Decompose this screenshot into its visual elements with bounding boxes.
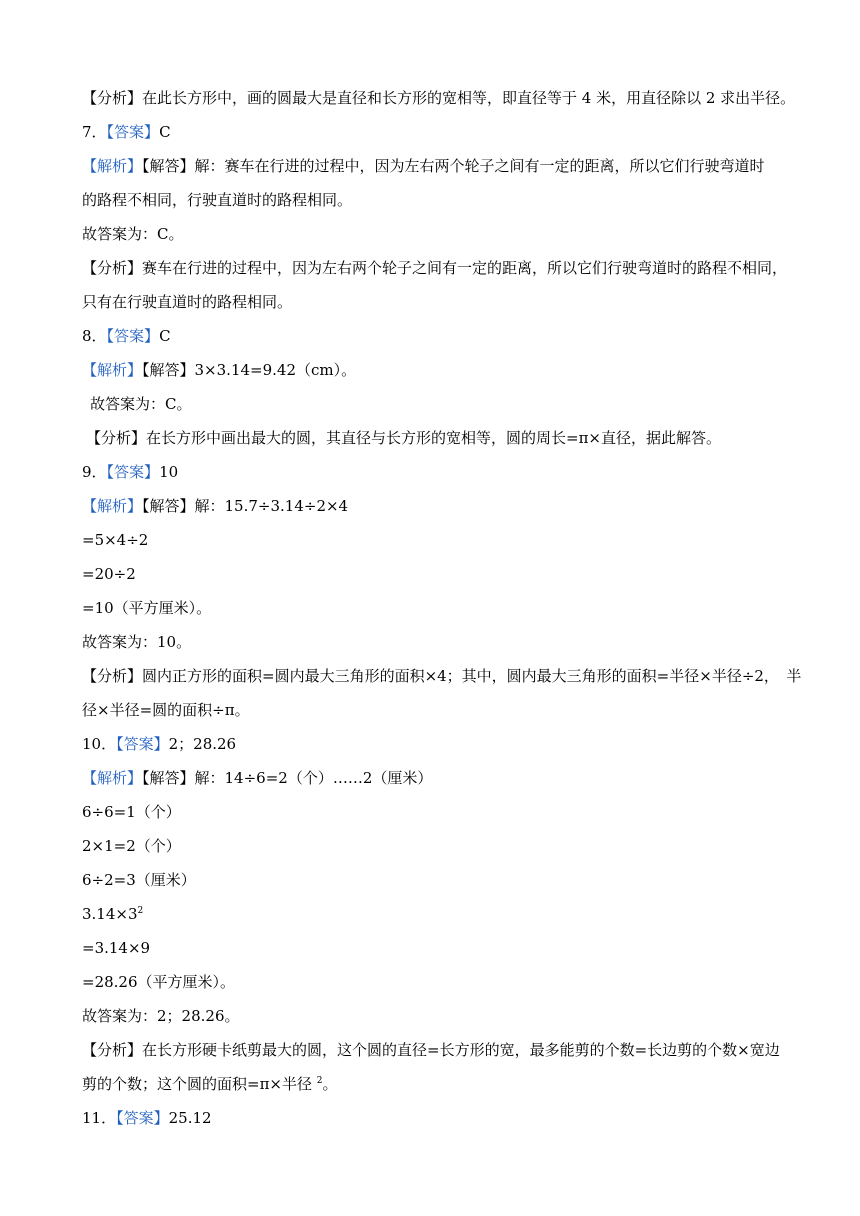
- equation-line: 6÷6=1（个）: [82, 803, 181, 821]
- answer-value: 25.12: [168, 1109, 212, 1127]
- explanation-label: 【解析】: [82, 361, 143, 379]
- exponent: 2: [316, 1076, 323, 1086]
- text-line: 只有在行驶直道时的路程相同。: [82, 293, 293, 311]
- question-8-answer: [82, 326, 812, 346]
- answer-value: 2；28.26: [168, 735, 237, 753]
- answer-value: C: [159, 123, 171, 141]
- text-line: 剪的个数；这个圆的面积=π×半径 $^2$。: [82, 1075, 338, 1093]
- equation-line: 6÷2=3（厘米）: [82, 871, 196, 889]
- question-7-answer: [82, 122, 812, 142]
- text-line: 故答案为：C。: [90, 395, 192, 413]
- question-11-answer: [82, 1108, 812, 1128]
- answer-value: C: [159, 327, 171, 345]
- question-10-answer: [82, 734, 812, 754]
- answer-label: 【答案】: [116, 735, 169, 753]
- question-number: 8．: [82, 327, 107, 345]
- question-number: 10．: [82, 735, 117, 753]
- question-number: 11．: [82, 1109, 117, 1127]
- text-line: 的路程不相同，行驶直道时的路程相同。: [82, 191, 353, 209]
- equation-line: $3.14\times 3^2$: [82, 905, 144, 923]
- explanation-line: [82, 156, 812, 176]
- text-line: 故答案为：2；28.26。: [82, 1007, 240, 1025]
- equation-line: =3.14×9: [82, 939, 151, 957]
- question-number: 9．: [82, 463, 107, 481]
- answer-label: 【答案】: [106, 463, 160, 481]
- analysis-line: 【分析】圆内正方形的面积=圆内最大三角形的面积×4；其中，圆内最大三角形的面积=半径×半径÷2， 半: [82, 667, 802, 685]
- explanation-line: 【解析】【解答】3×3.14=9.42（cm）。: [82, 361, 357, 379]
- text-line: 故答案为：10。: [82, 633, 192, 651]
- answer-label: 【答案】: [106, 327, 160, 345]
- text-segment: 在此长方形中，画的圆最大是直径和长方形的宽相等，即直径等于 4 米，用直径除以 2 求出半径。: [142, 89, 796, 107]
- text-line: 径×半径=圆的面积÷π。: [82, 701, 250, 719]
- question-number: 7．: [82, 123, 107, 141]
- answer-label: 【答案】: [106, 123, 160, 141]
- question-9-answer: [82, 462, 812, 482]
- analysis-line: 【分析】在长方形中画出最大的圆，其直径与长方形的宽相等，圆的周长=π×直径，据此解答。: [86, 429, 721, 447]
- explanation-line: 【解析】【解答】解：15.7÷3.14÷2×4: [82, 497, 349, 515]
- text-line: 故答案为：C。: [82, 225, 184, 243]
- explanation-line: 【解析】【解答】解：14÷6=2（个）……2（厘米）: [82, 769, 433, 787]
- exponent: 2: [137, 906, 144, 916]
- equation-line: =5×4÷2: [82, 531, 149, 549]
- equation-line: 2×1=2（个）: [82, 837, 181, 855]
- equation-line: =10（平方厘米）。: [82, 599, 212, 617]
- answer-value: 10: [159, 463, 179, 481]
- analysis-label: 【分析】: [82, 89, 143, 107]
- answer-label: 【答案】: [116, 1109, 169, 1127]
- analysis-line: 【分析】在长方形硬卡纸剪最大的圆，这个圆的直径=长方形的宽，最多能剪的个数=长边剪的个数×宽边: [82, 1041, 780, 1059]
- analysis-line: [82, 88, 812, 108]
- text-segment: 【解答】解：赛车在行进的过程中，因为左右两个轮子之间有一定的距离，所以它们行驶弯道时: [142, 157, 765, 175]
- explanation-label: 【解析】: [82, 769, 143, 787]
- equation-line: =28.26（平方厘米）。: [82, 973, 236, 991]
- explanation-label: 【解析】: [82, 497, 143, 515]
- equation-line: =20÷2: [82, 565, 136, 583]
- explanation-label: 【解析】: [82, 157, 143, 175]
- analysis-line: 【分析】赛车在行进的过程中，因为左右两个轮子之间有一定的距离，所以它们行驶弯道时的路程不相同，: [82, 259, 788, 277]
